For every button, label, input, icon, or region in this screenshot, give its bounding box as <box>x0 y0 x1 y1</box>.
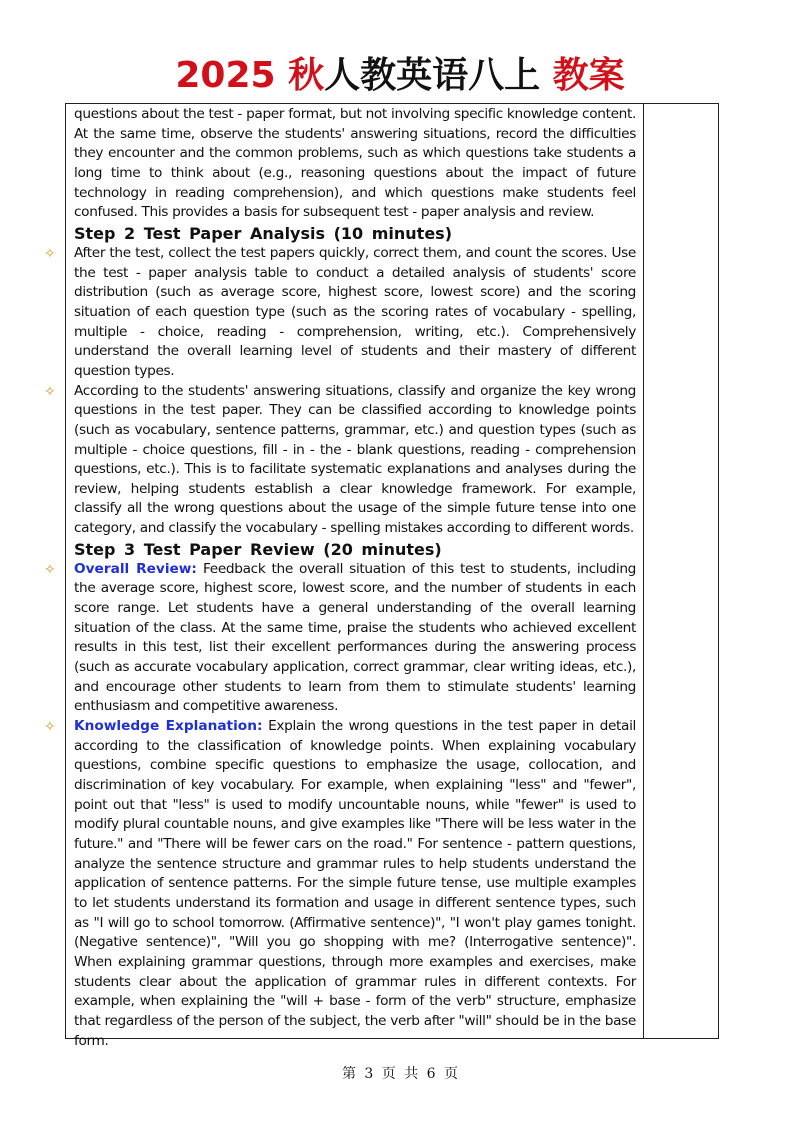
step-2-heading: Step 2 Test Paper Analysis (10 minutes) <box>74 223 452 243</box>
header-suffix: 教案 <box>552 55 625 96</box>
step-3-bullet-1 <box>44 560 636 717</box>
lesson-plan-table <box>44 103 719 1049</box>
header-year: 2025 <box>175 55 289 96</box>
overall-review-text: Feedback the overall situation of this test to students, including the average score, highest score, lowest score, and the number of students in each score range. Let students have a general understanding of the overall learning situation of the class. At the same time, praise the students who achieved excellent results in this test, list their excellent performances during the answering process (such as accurate vocabulary application, correct grammar, clear writing ideas, etc.), and encourage other students to learn from them to stimulate students' learning enthusiasm and competitive awareness. <box>74 560 636 715</box>
knowledge-explanation-text: Explain the wrong questions in the test paper in detail according to the classification of knowledge points. When explaining vocabulary questions, combine specific questions to emphasize the usage, collocation, and discrimination of key vocabulary. For example, when explaining "less" and "fewer", point out that "less" is used to modify uncountable nouns, while "fewer" is used to modify plural countable nouns, and give examples like "There will be less water in the future." and "There will be fewer cars on the road." For sentence - pattern questions, analyze the sentence structure and grammar rules to help students understand the application of sentence patterns. For the simple future tense, use multiple examples to let students understand its formation and usage in different sentence types, such as "I will go to school tomorrow. (Affirmative sentence)", "I won't play games tonight. (Negative sentence)", "Will you go shopping with me? (Interrogative sentence)". When explaining grammar questions, through more examples and exercises, make students clear about the application of grammar rules in different contexts. For example, when explaining the "will + base - form of the verb" structure, emphasize that regardless of the person of the subject, the verb after "will" should be in the base form. <box>74 718 636 1049</box>
diamond-bullet-icon: ✧ <box>44 561 56 578</box>
page-header <box>0 52 800 100</box>
diamond-bullet-icon: ✧ <box>44 383 56 400</box>
step-2-bullet-2 <box>44 382 636 539</box>
header-title: 人教英语八上 <box>324 55 553 96</box>
step-2-bullet-2-text: According to the students' answering situations, classify and organize the key wrong questions in the test paper. They can be classified according to knowledge points (such as vocabulary, sentence patterns, grammar, etc.) and question types (such as multiple - choice questions, fill - in - the - blank questions, reading - comprehension questions, etc.). This is to facilitate systematic explanations and analyses during the review, helping students establish a clear knowledge framework. For example, classify all the wrong questions about the usage of the simple future tense into one category, and classify the vocabulary - spelling mistakes according to different words. <box>74 382 636 537</box>
diamond-bullet-icon: ✧ <box>44 245 56 262</box>
intro-paragraph: questions about the test - paper format, but not involving specific knowledge content. At the same time, observe the students' answering situations, record the difficulties they encounter and the common problems, such as which questions take students a long time to think about (e.g., reasoning questions about the impact of future technology in reading comprehension), and which questions make students feel confused. This provides a basis for subsequent test - paper analysis and review. <box>74 106 636 221</box>
diamond-bullet-icon: ✧ <box>44 719 56 736</box>
knowledge-explanation-keyword: Knowledge Explanation: <box>74 718 263 735</box>
overall-review-keyword: Overall Review: <box>74 560 197 577</box>
step-2-bullet-1 <box>44 244 636 382</box>
header-season: 秋 <box>288 55 325 96</box>
step-3-heading: Step 3 Test Paper Review (20 minutes) <box>74 539 442 559</box>
step-2-bullet-1-text: After the test, collect the test papers quickly, correct them, and count the scores. Use the test - paper analysis table to conduct a detailed analysis of students' score distribution (such as average score, highest score, lowest score) and the scoring situation of each question type (such as the scoring rates of vocabulary - spelling, multiple - choice, reading - comprehension, writing, etc.). Comprehensively understand the overall learning level of students and their mastery of different question types. <box>74 244 636 379</box>
step-3-bullet-2 <box>44 717 636 1051</box>
page-number-footer: 第 3 页 共 6 页 <box>341 1066 459 1082</box>
lesson-content-cell <box>44 105 636 1051</box>
column-divider <box>643 104 644 1038</box>
